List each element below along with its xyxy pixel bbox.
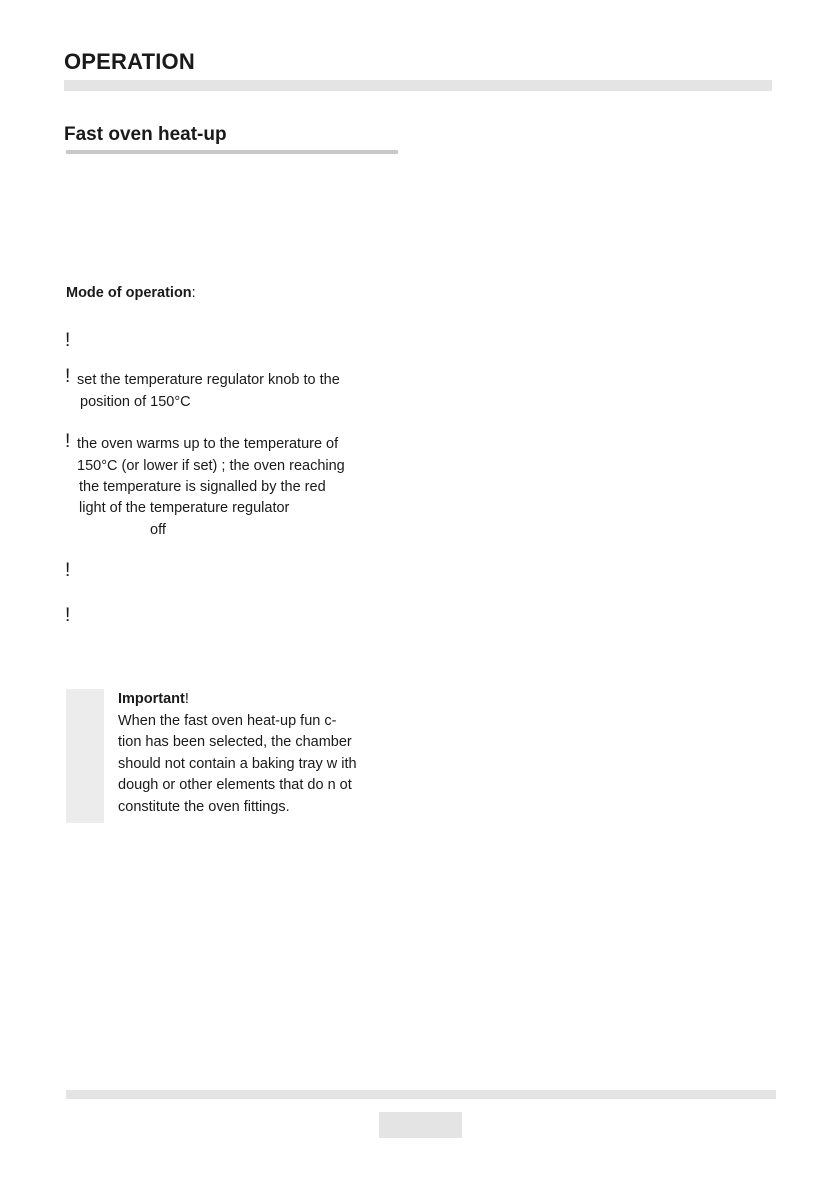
- note-line: constitute the oven fittings.: [118, 798, 290, 815]
- step-text-line: set the temperature regulator knob to the: [77, 372, 340, 388]
- step-text-line: 150°C (or lower if set) ; the oven reaching: [77, 458, 345, 474]
- section-divider: [66, 150, 398, 154]
- step-text-line: position of 150°C: [80, 394, 191, 410]
- note-title-text: Important: [118, 691, 185, 707]
- mode-of-operation-label: [66, 285, 196, 301]
- mode-label-colon: :: [191, 285, 196, 301]
- step-text-line: the temperature is signalled by the red: [79, 479, 326, 495]
- footer-divider: [66, 1090, 776, 1099]
- note-line: should not contain a baking tray w ith: [118, 755, 357, 772]
- note-title: [118, 689, 388, 711]
- exclamation-icon: !: [65, 560, 71, 581]
- note-line: dough or other elements that do n ot: [118, 777, 352, 793]
- note-line: tion has been selected, the chamber: [118, 734, 352, 750]
- step-text-line: light of the temperature regulator: [79, 500, 290, 516]
- page-title: OPERATION: [64, 49, 195, 74]
- note-title-mark: !: [184, 691, 189, 707]
- exclamation-icon: !: [65, 330, 71, 351]
- important-note: [118, 689, 388, 818]
- mode-label-text: Mode of operation: [66, 285, 192, 301]
- exclamation-icon: !: [65, 366, 71, 387]
- note-line: When the fast oven heat-up fun c-: [118, 712, 337, 729]
- exclamation-icon: !: [65, 431, 71, 452]
- step-text-line: the oven warms up to the temperature of: [77, 436, 339, 452]
- exclamation-icon: !: [65, 605, 71, 626]
- title-divider: [64, 80, 772, 91]
- step-text-line: off: [150, 522, 166, 538]
- section-title: Fast oven heat-up: [64, 124, 227, 145]
- note-icon-box: [66, 689, 104, 823]
- page-number-box: [379, 1112, 462, 1138]
